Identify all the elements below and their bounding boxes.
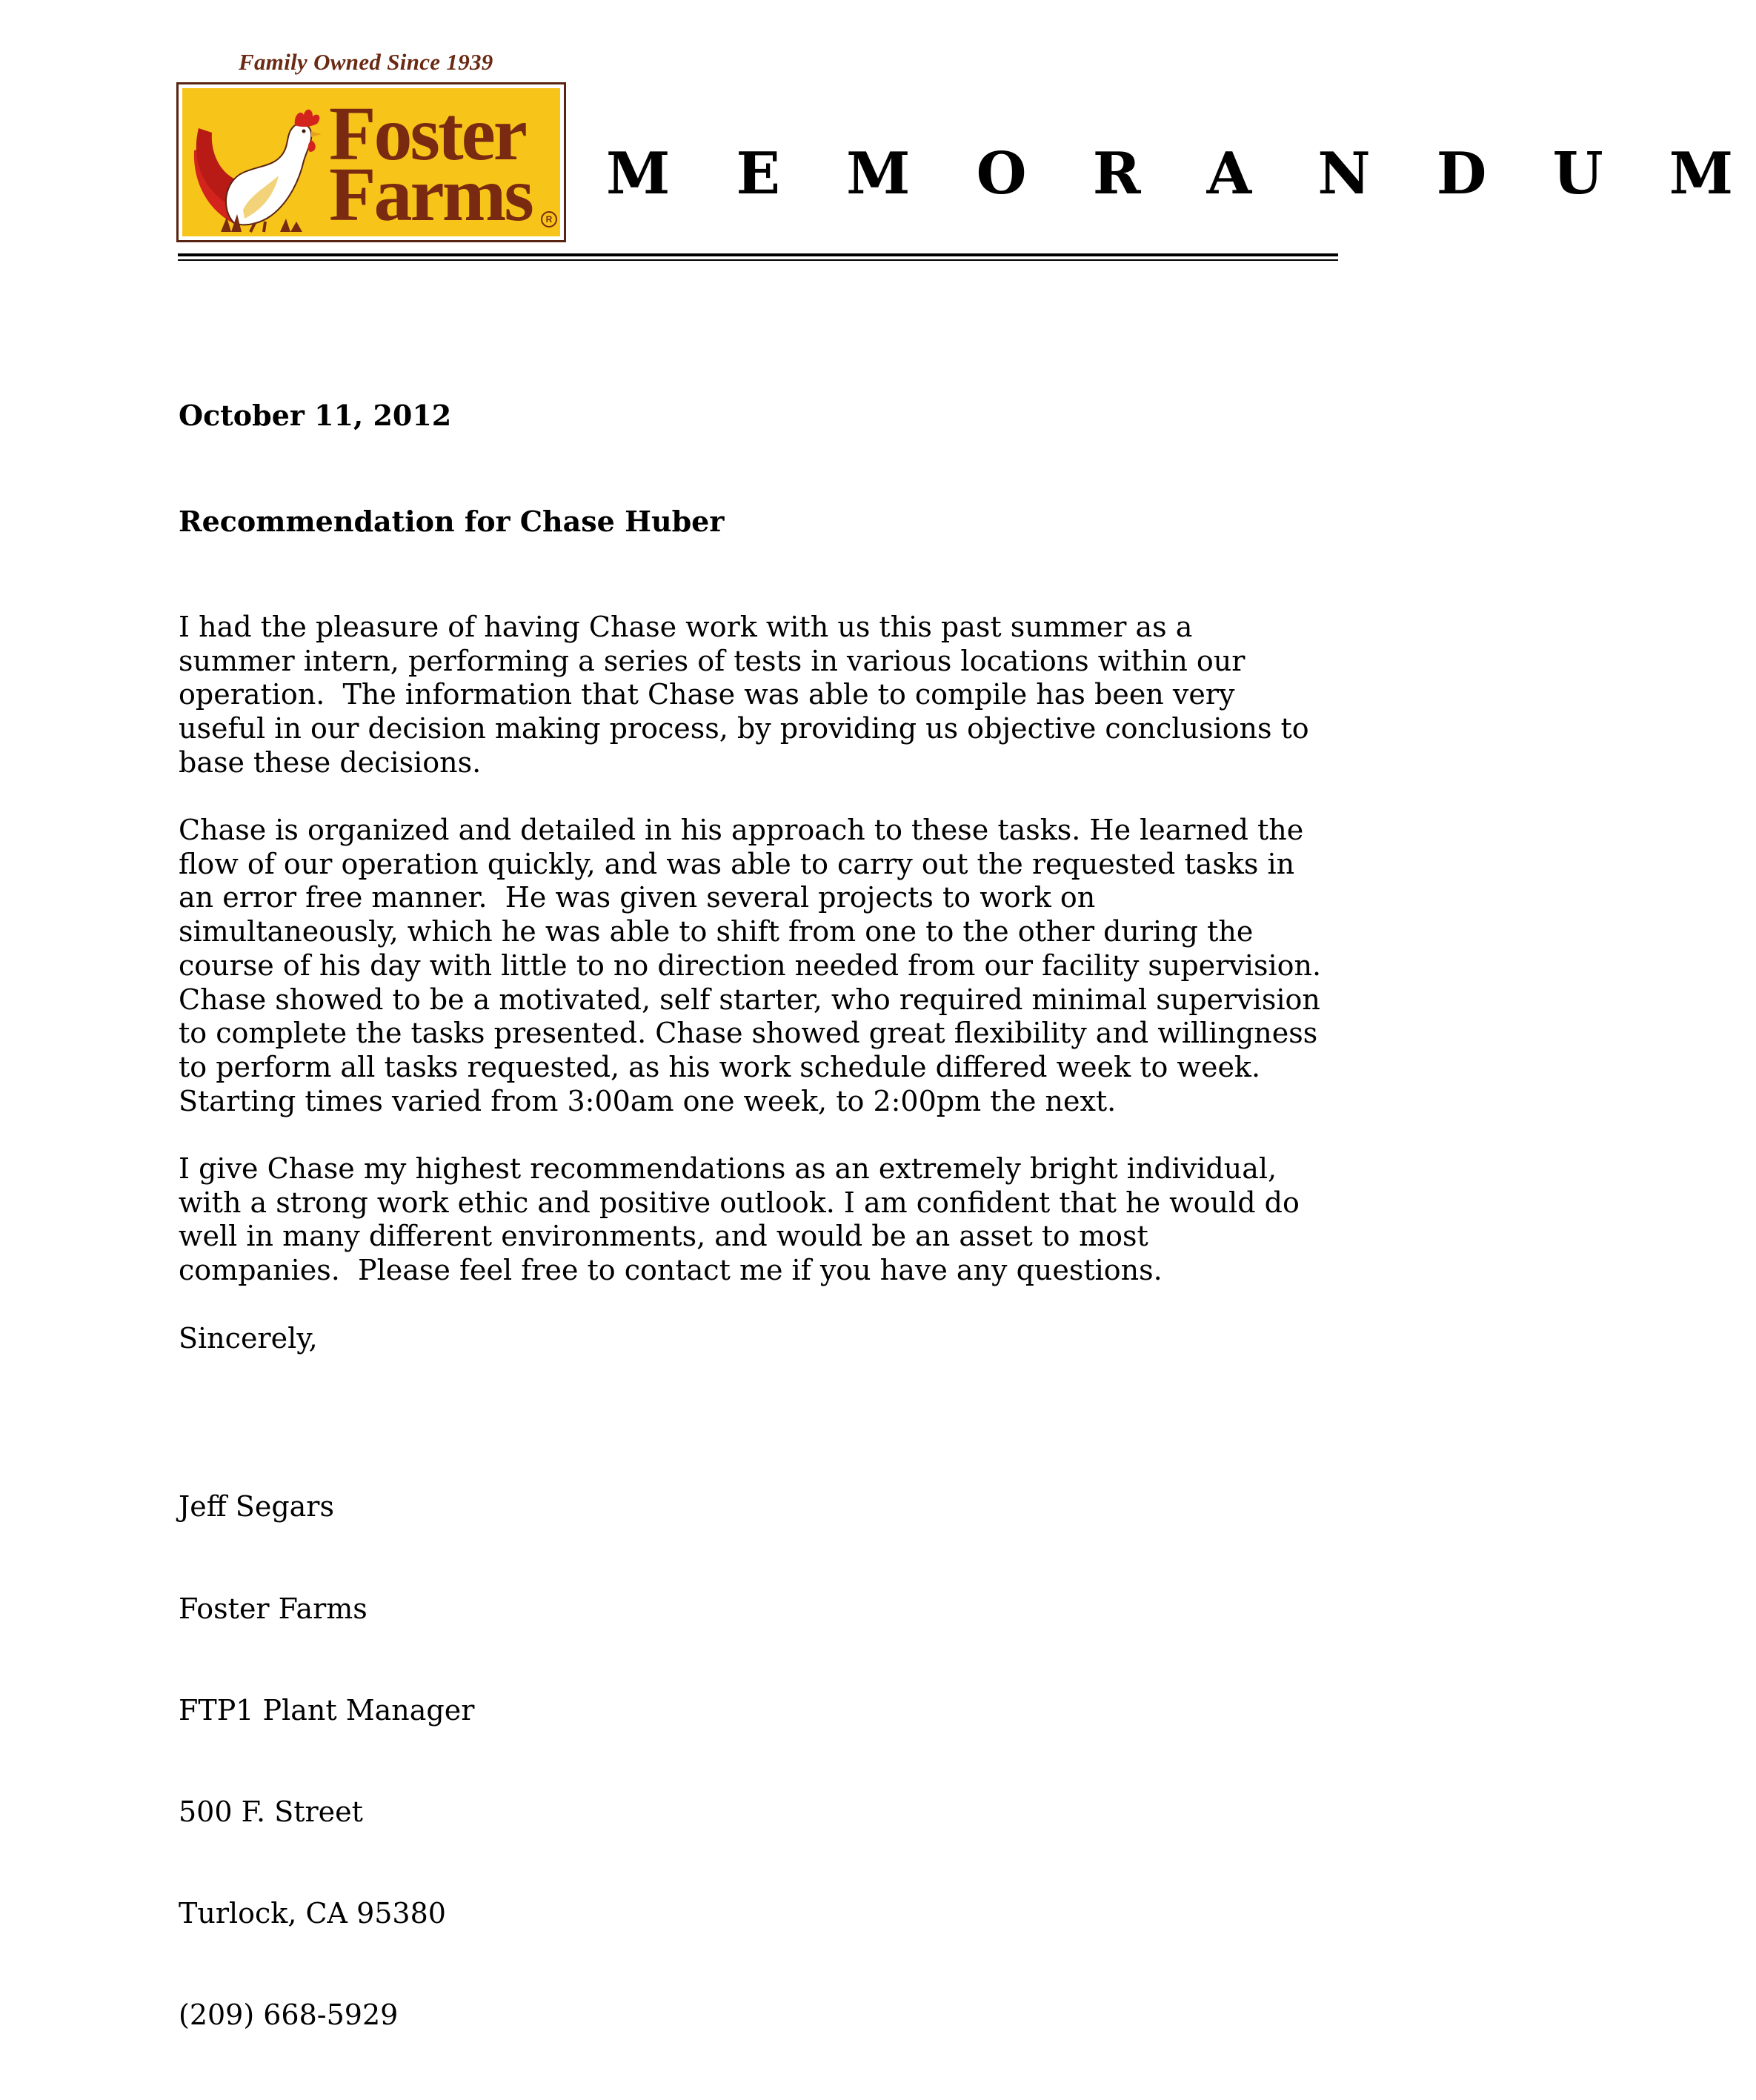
logo-tagline: Family Owned Since 1939 xyxy=(239,49,493,75)
header-rule-thin xyxy=(178,259,1338,261)
letter-paragraph-1: I had the pleasure of having Chase work with us this past summer as a summer intern, performing a series of tests in various locations within our operation. The information that Chase was able to compile has been very useful in our decision making process, by providing us objective conclusions to base these decisions. xyxy=(179,611,1309,779)
logo-word-farms: Farms xyxy=(329,152,532,237)
header-rule-thick xyxy=(178,253,1338,256)
signature-block xyxy=(179,1423,474,2100)
signature-phone: (209) 668-5929 xyxy=(179,1998,399,2031)
letter-paragraph-3: I give Chase my highest recommendations as an extremely bright individual, with a strong work ethic and positive outlook. I am confident that he would do well in many different environments, and would be an asset to most companies. Please feel free to contact me if you have any questions. xyxy=(179,1152,1300,1287)
signature-company: Foster Farms xyxy=(179,1592,368,1625)
letter-date: October 11, 2012 xyxy=(179,399,452,432)
foster-farms-logo xyxy=(176,82,566,242)
letter-paragraph-2: Chase is organized and detailed in his approach to these tasks. He learned the flow of our operation quickly, and was able to carry out the requested tasks in an error free manner. He was given several projects to work on simultaneously, which he was able to shift from one to the other during the course of his day with little to no direction needed from our facility supervision. Chase showed to be a motivated, self starter, who required minimal supervision to complete the tasks presented. Chase showed great flexibility and willingness to perform all tasks requested, as his work schedule differed week to week. Starting times varied from 3:00am one week, to 2:00pm the next. xyxy=(179,814,1322,1117)
signature-street: 500 F. Street xyxy=(179,1795,363,1828)
rooster-icon xyxy=(191,99,332,232)
registered-mark-icon: R xyxy=(541,211,557,227)
memo-title: M E M O R A N D U M xyxy=(606,140,1756,207)
signature-city: Turlock, CA 95380 xyxy=(179,1896,446,1930)
letter-closing: Sincerely, xyxy=(179,1322,318,1355)
signature-name: Jeff Segars xyxy=(179,1490,334,1524)
signature-title: FTP1 Plant Manager xyxy=(179,1693,475,1727)
letter-subject: Recommendation for Chase Huber xyxy=(179,505,725,538)
logo-panel xyxy=(182,88,560,236)
logo-word-foster: Foster xyxy=(329,91,525,176)
